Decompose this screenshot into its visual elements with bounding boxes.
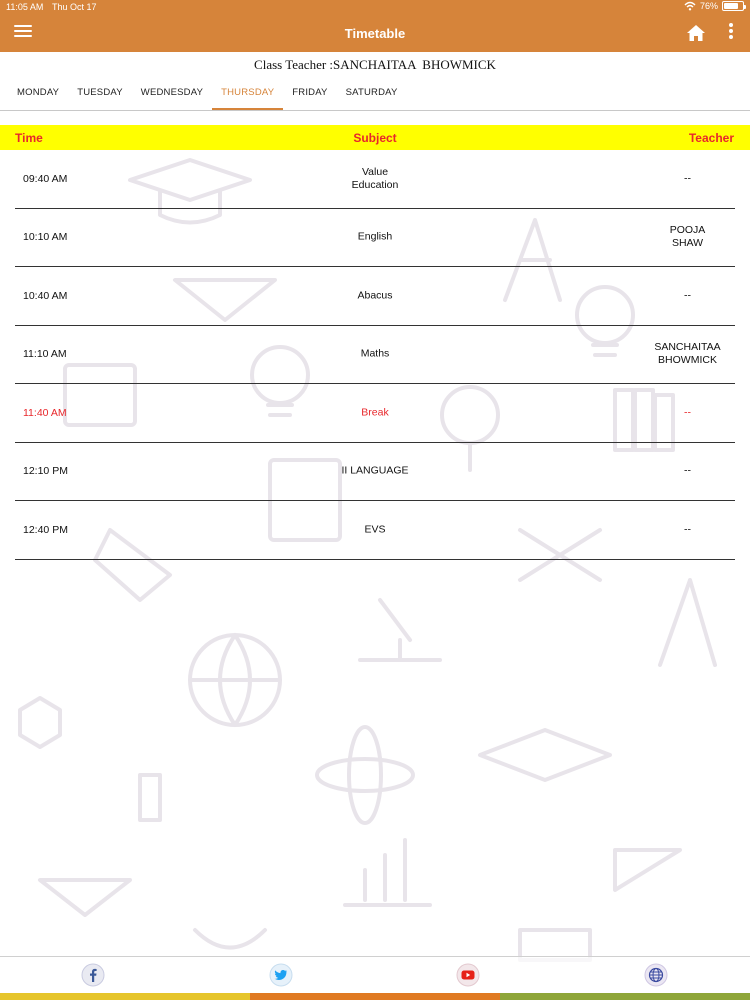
column-header-subject: Subject xyxy=(353,131,397,145)
teacher-line: -- xyxy=(684,172,691,185)
period-time: 11:10 AM xyxy=(23,348,67,361)
footer-bar xyxy=(0,956,750,1000)
website-globe-icon[interactable] xyxy=(644,963,668,987)
teacher-line: -- xyxy=(684,289,691,302)
period-time: 11:40 AM xyxy=(23,406,67,419)
teacher-line: -- xyxy=(684,464,691,477)
table-row xyxy=(15,326,735,385)
teacher-line: -- xyxy=(684,523,691,536)
period-time: 10:40 AM xyxy=(23,289,68,302)
battery-percent: 76% xyxy=(699,1,718,11)
table-row xyxy=(15,443,735,502)
period-subject xyxy=(260,348,490,361)
period-subject xyxy=(260,523,490,536)
period-time: 10:10 AM xyxy=(23,231,68,244)
page-title: Timetable xyxy=(344,26,406,41)
teacher-line: -- xyxy=(684,406,691,419)
period-time: 09:40 AM xyxy=(23,172,68,185)
period-teacher xyxy=(640,289,735,302)
brand-color-strip xyxy=(0,993,750,1000)
tab-monday[interactable]: MONDAY xyxy=(17,87,60,98)
table-row xyxy=(15,267,735,326)
table-row xyxy=(15,150,735,209)
period-time: 12:10 PM xyxy=(23,465,68,478)
tab-tuesday[interactable]: TUESDAY xyxy=(77,87,123,98)
period-subject xyxy=(260,166,490,192)
period-teacher xyxy=(640,406,735,419)
class-teacher-label: Class Teacher :SANCHAITAA BHOWMICK xyxy=(254,57,496,72)
period-teacher xyxy=(640,172,735,185)
home-icon[interactable] xyxy=(686,24,706,42)
subject-line: English xyxy=(357,230,393,243)
teacher-line: SHAW xyxy=(671,237,704,250)
app-header xyxy=(0,0,750,52)
subject-line: Education xyxy=(351,178,399,191)
status-time: 11:05 AM xyxy=(6,2,44,12)
period-teacher xyxy=(640,224,735,250)
column-header-teacher: Teacher xyxy=(688,131,734,145)
youtube-icon[interactable] xyxy=(456,963,480,987)
table-row xyxy=(15,209,735,268)
subject-line: Value xyxy=(361,165,389,178)
period-teacher xyxy=(640,341,735,367)
period-teacher xyxy=(640,523,735,536)
facebook-icon[interactable] xyxy=(81,963,105,987)
status-indicators xyxy=(684,1,744,11)
tab-saturday[interactable]: SATURDAY xyxy=(345,87,398,98)
period-subject xyxy=(260,406,490,419)
status-bar xyxy=(0,0,750,14)
tabs-divider xyxy=(0,110,750,111)
wifi-icon xyxy=(684,1,696,11)
table-row xyxy=(15,384,735,443)
period-teacher xyxy=(640,465,735,478)
column-header-time: Time xyxy=(15,131,43,145)
period-subject xyxy=(260,231,490,244)
status-date: Thu Oct 17 xyxy=(52,2,97,12)
tab-thursday[interactable]: THURSDAY xyxy=(212,80,283,110)
period-subject xyxy=(260,289,490,302)
tab-wednesday[interactable]: WEDNESDAY xyxy=(140,87,204,98)
battery-icon xyxy=(722,1,744,11)
timetable-rows xyxy=(15,150,735,560)
more-options-icon[interactable] xyxy=(728,23,734,41)
teacher-line: POOJA xyxy=(669,224,706,237)
teacher-line: SANCHAITAA xyxy=(654,341,721,354)
subject-line: EVS xyxy=(364,523,386,536)
timetable-header xyxy=(0,125,750,150)
subject-line: Abacus xyxy=(357,289,393,302)
subject-line: Break xyxy=(361,406,389,419)
tab-friday[interactable]: FRIDAY xyxy=(292,87,328,98)
period-subject xyxy=(260,465,490,478)
period-time: 12:40 PM xyxy=(23,523,68,536)
teacher-line: BHOWMICK xyxy=(658,354,717,367)
subject-line: Maths xyxy=(360,347,390,360)
twitter-icon[interactable] xyxy=(269,963,293,987)
day-tabs xyxy=(8,80,407,110)
subject-line: II LANGUAGE xyxy=(341,464,409,477)
table-row xyxy=(15,501,735,560)
